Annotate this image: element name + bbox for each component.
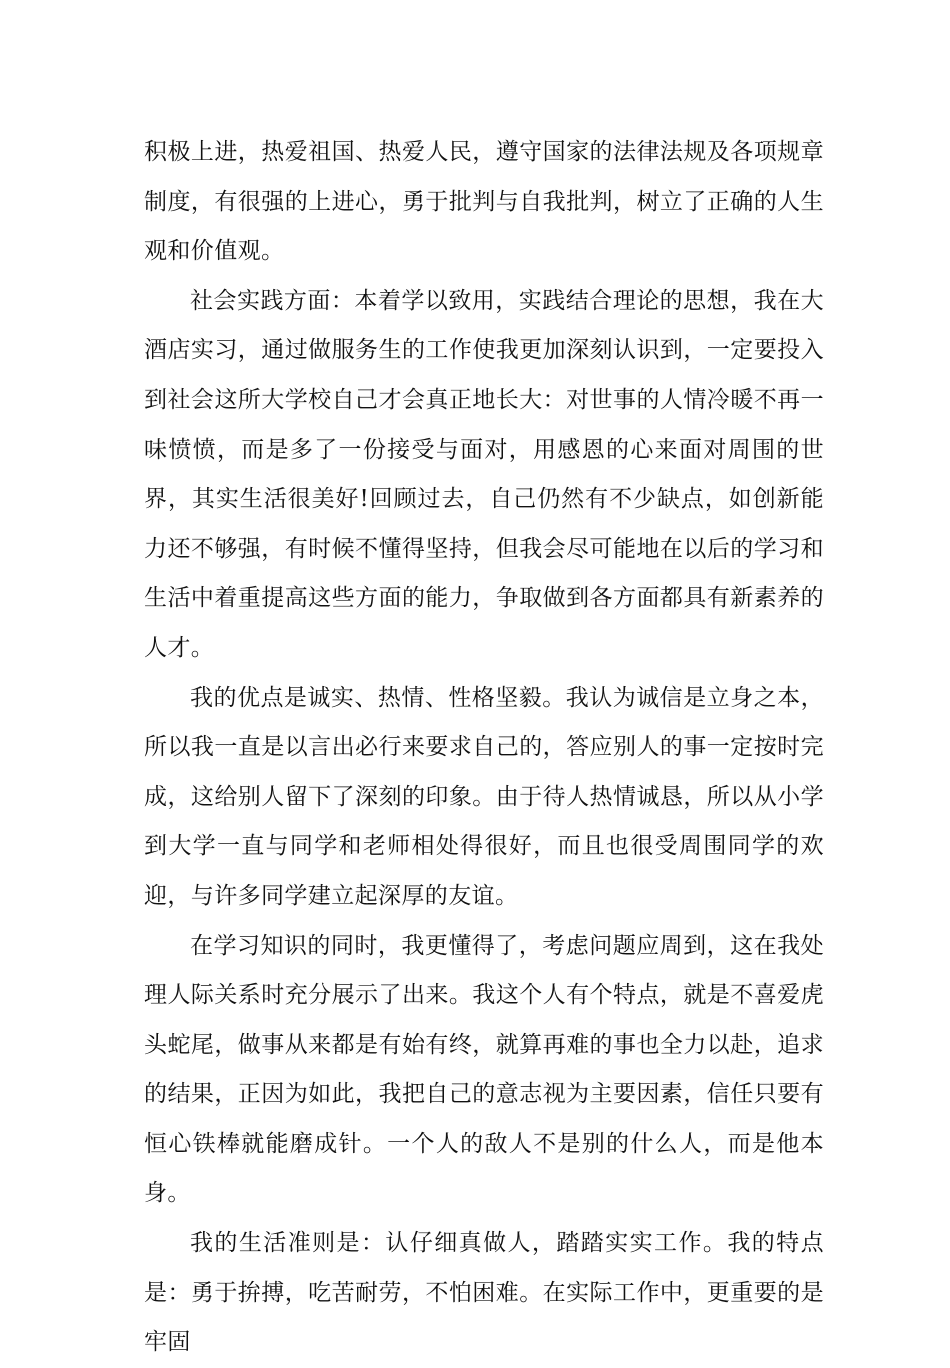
paragraph-3: 我的优点是诚实、热情、性格坚毅。我认为诚信是立身之本，所以我一直是以言出必行来要求自己的，答应别人的事一定按时完成，这给别人留下了深刻的印象。由于待人热情诚恳，所以从小学到大学一直与同学和老师相处得很好，而且也很受周围同学的欢迎，与许多同学建立起深厚的友谊。 [144, 684, 824, 909]
paragraph-1: 积极上进，热爱祖国、热爱人民，遵守国家的法律法规及各项规章制度，有很强的上进心，勇于批判与自我批判，树立了正确的人生观和价值观。 [144, 139, 824, 265]
paragraph-2: 社会实践方面：本着学以致用，实践结合理论的思想，我在大酒店实习，通过做服务生的工作使我更加深刻认识到，一定要投入到社会这所大学校自己才会真正地长大：对世事的人情冷暖不再一味愤愤，而是多了一份接受与面对，用感恩的心来面对周围的世界，其实生活很美好!回顾过去，自己仍然有不少缺点，如创新能力还不够强，有时候不懂得坚持，但我会尽可能地在以后的学习和生活中着重提高这些方面的能力，争取做到各方面都具有新素养的人才。 [144, 287, 824, 661]
paragraph-5: 我的生活准则是：认仔细真做人，踏踏实实工作。我的特点是：勇于拚搏，吃苦耐劳，不怕困难。在实际工作中，更重要的是牢固 [144, 1230, 824, 1356]
document-body [144, 128, 824, 1368]
paragraph-4: 在学习知识的同时，我更懂得了，考虑问题应周到，这在我处理人际关系时充分展示了出来。我这个人有个特点，就是不喜爱虎头蛇尾，做事从来都是有始有终，就算再难的事也全力以赴，追求的结果，正因为如此，我把自己的意志视为主要因素，信任只要有恒心铁棒就能磨成针。一个人的敌人不是别的什么人，而是他本身。 [144, 932, 824, 1207]
